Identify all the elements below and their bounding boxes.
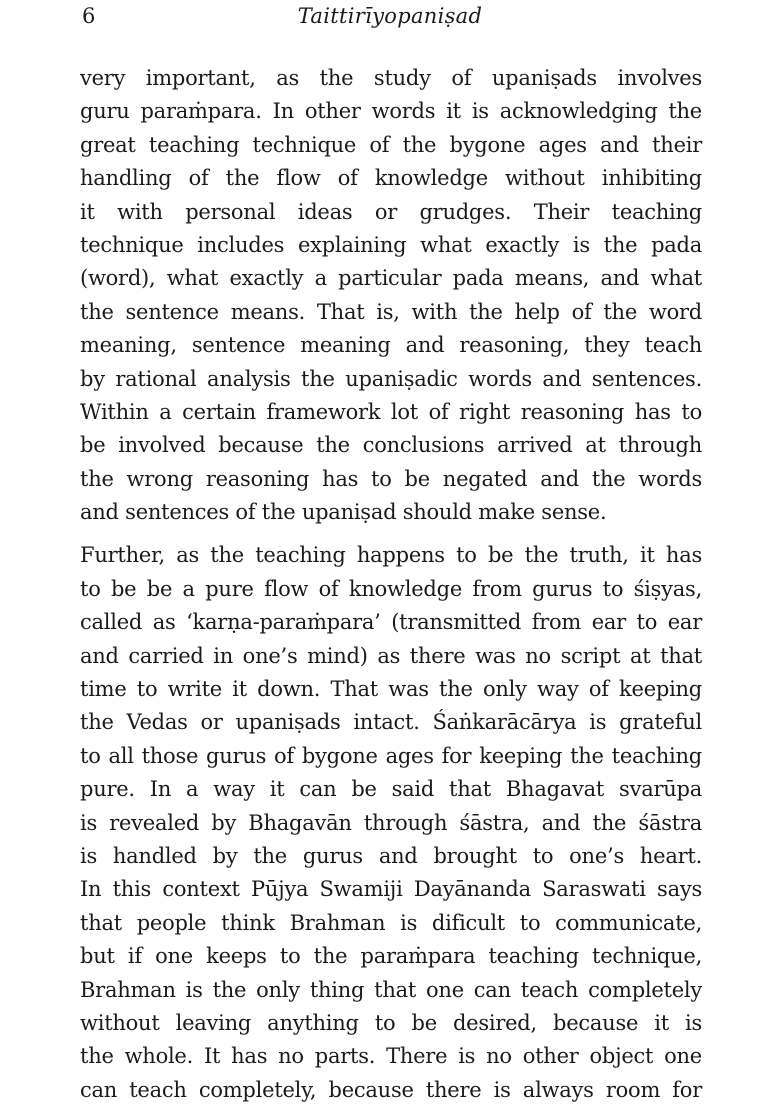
page-number: 6: [82, 4, 96, 28]
text-line: In this context Pūjya Swamiji Dayānanda Saraswati says: [80, 877, 702, 902]
text-line: to be be a pure flow of knowledge from gurus to śiṣyas,: [80, 576, 702, 601]
text-line: the sentence means. That is, with the help of the word: [80, 299, 702, 324]
text-line: is revealed by Bhagavān through śāstra, and the śāstra: [80, 810, 702, 835]
paragraph-gap: [80, 529, 702, 539]
text-line: Within a certain framework lot of right reasoning has to: [80, 399, 702, 424]
body-text: [80, 62, 702, 1107]
text-line: very important, as the study of upaniṣads involves: [80, 66, 702, 90]
text-line: handling of the flow of knowledge without inhibiting: [80, 166, 702, 191]
text-line: guru paraṁpara. In other words it is acknowledging the: [80, 99, 702, 124]
text-line: the whole. It has no parts. There is no other object one: [80, 1044, 702, 1069]
text-line: (word), what exactly a particular pada means, and what: [80, 266, 702, 291]
text-line: time to write it down. That was the only way of keeping: [80, 677, 702, 702]
text-line: technique includes explaining what exactly is the pada: [80, 232, 702, 257]
text-line: can teach completely, because there is always room for: [80, 1077, 702, 1102]
text-line: that people think Brahman is dificult to communicate,: [80, 910, 702, 935]
running-header: [0, 2, 780, 30]
text-line: Brahman is the only thing that one can teach completely: [80, 977, 702, 1002]
paragraph-2: [80, 539, 702, 1107]
running-title: Taittirīyopaniṣad: [297, 4, 483, 28]
text-line: by rational analysis the upaniṣadic words and sentences.: [80, 366, 702, 391]
text-line: to all those gurus of bygone ages for keeping the teaching: [80, 743, 702, 768]
text-line: without leaving anything to be desired, because it is: [80, 1010, 702, 1035]
paragraph-1: [80, 62, 702, 529]
text-line: and carried in one’s mind) as there was no script at that: [80, 643, 702, 668]
text-line: be involved because the conclusions arrived at through: [80, 433, 702, 458]
text-line: it with personal ideas or grudges. Their teaching: [80, 199, 702, 224]
text-line: the Vedas or upaniṣads intact. Śaṅkarācārya is grateful: [80, 710, 702, 735]
text-line: and sentences of the upaniṣad should make sense.: [80, 500, 607, 525]
text-line: called as ‘karṇa-paraṁpara’ (transmitted from ear to ear: [80, 610, 702, 635]
text-line: the wrong reasoning has to be negated and the words: [80, 466, 702, 491]
text-line: is handled by the gurus and brought to one’s heart.: [80, 843, 702, 868]
text-line: pure. In a way it can be said that Bhagavat svarūpa: [80, 777, 702, 802]
text-line: meaning, sentence meaning and reasoning, they teach: [80, 333, 702, 358]
text-line: great teaching technique of the bygone ages and their: [80, 132, 702, 157]
text-line: but if one keeps to the paraṁpara teaching technique,: [80, 944, 702, 969]
text-line: Further, as the teaching happens to be the truth, it has: [80, 543, 702, 568]
